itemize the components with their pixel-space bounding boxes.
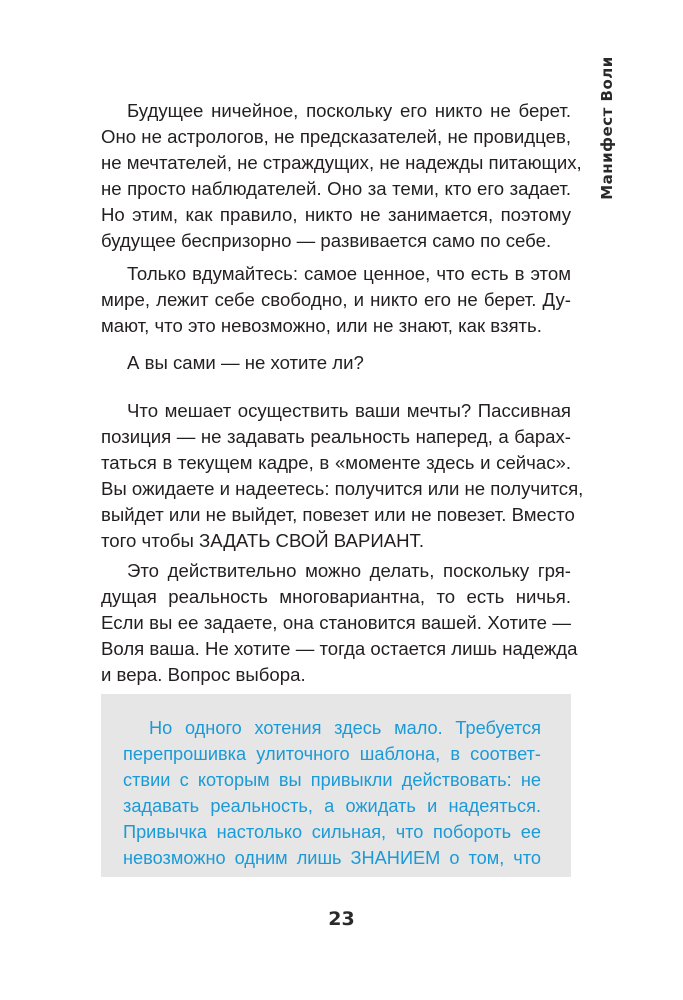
text-line: Это действительно можно делать, поскольку гря- <box>127 560 571 581</box>
text-line: мире, лежит себе свободно, и никто его не берет. Ду- <box>101 289 571 310</box>
text-line: не мечтателей, не страждущих, не надежды питающих, <box>101 152 582 173</box>
text-line: Что мешает осуществить ваши мечты? Пассивная <box>127 400 571 421</box>
paragraph-2 <box>101 261 571 339</box>
text-line: А вы сами — не хотите ли? <box>127 352 364 373</box>
callout-line: невозможно одним лишь ЗНАНИЕМ о том, что <box>123 848 541 868</box>
text-line: Только вдумайтесь: самое ценное, что есть в этом <box>127 263 571 284</box>
paragraph-1 <box>101 98 582 254</box>
callout-text <box>123 715 541 871</box>
callout-line: задавать реальность, а ожидать и надеяться. <box>123 796 541 816</box>
text-line: выйдет или не выйдет, повезет или не повезет. Вместо <box>101 504 575 525</box>
text-line: таться в текущем кадре, в «моменте здесь и сейчас». <box>101 452 571 473</box>
text-line: Но этим, как правило, никто не занимается, поэтому <box>101 204 571 225</box>
text-line: Воля ваша. Не хотите — тогда остается лишь надежда <box>101 638 578 659</box>
running-head <box>594 56 620 200</box>
text-line: не просто наблюдателей. Оно за теми, кто его задает. <box>101 178 571 199</box>
text-line: Оно не астрологов, не предсказателей, не провидцев, <box>101 126 571 147</box>
paragraph-5 <box>101 558 578 688</box>
paragraph-4 <box>101 398 584 554</box>
callout-line: ствии с которым вы привыкли действовать: не <box>123 770 541 790</box>
text-line: Будущее ничейное, поскольку его никто не берет. <box>127 100 571 121</box>
callout-line: перепрошивка улиточного шаблона, в соответ- <box>123 744 541 764</box>
paragraph-3 <box>101 350 571 376</box>
page-number: 23 <box>328 908 355 930</box>
text-line: и вера. Вопрос выбора. <box>101 664 306 685</box>
text-line: Если вы ее задаете, она становится вашей. Хотите — <box>101 612 571 633</box>
highlight-callout-box <box>101 694 571 877</box>
running-head-text: Манифест Воли <box>598 56 616 200</box>
text-line: того чтобы ЗАДАТЬ СВОЙ ВАРИАНТ. <box>101 530 425 551</box>
text-line: дущая реальность многовариантна, то есть ничья. <box>101 586 571 607</box>
text-line: позиция — не задавать реальность наперед, а барах- <box>101 426 571 447</box>
text-line: мают, что это невозможно, или не знают, как взять. <box>101 315 542 336</box>
text-line: будущее беспризорно — развивается само по себе. <box>101 230 552 251</box>
callout-line: Привычка настолько сильная, что побороть ее <box>123 822 541 842</box>
callout-line: Но одного хотения здесь мало. Требуется <box>149 718 541 738</box>
text-line: Вы ожидаете и надеетесь: получится или не получится, <box>101 478 584 499</box>
